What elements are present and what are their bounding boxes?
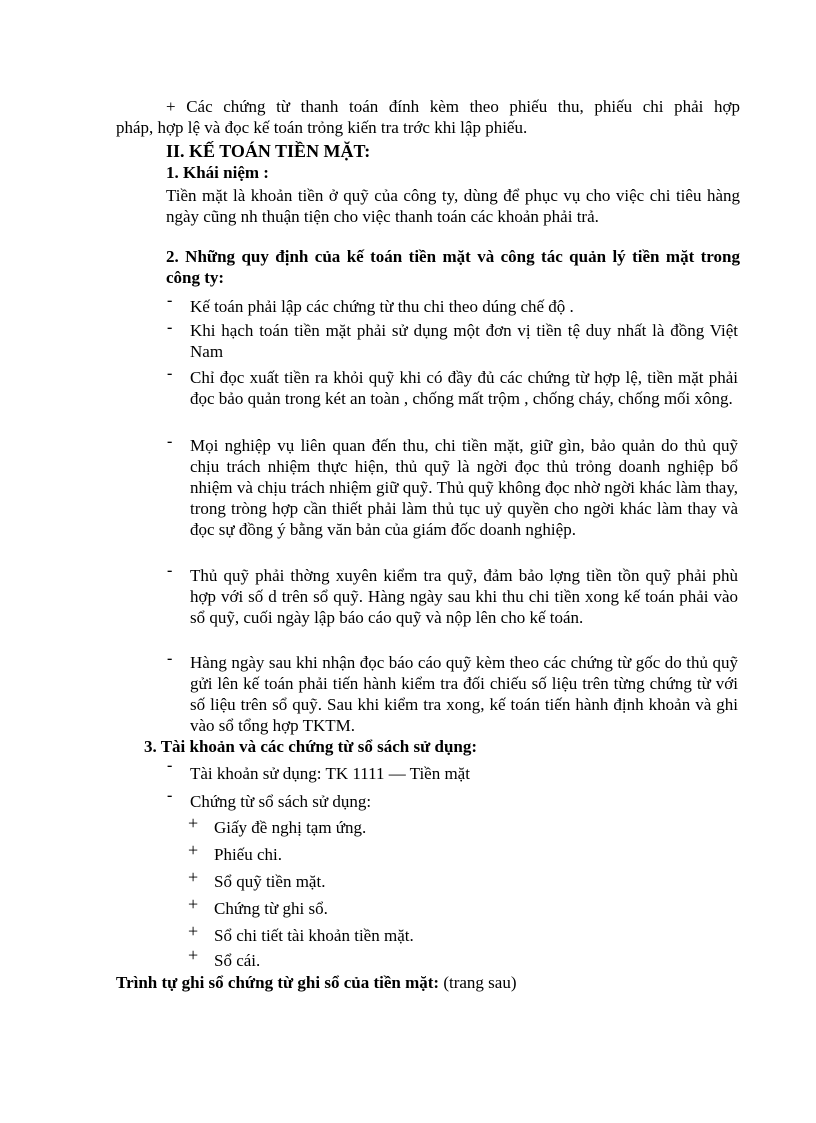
rule-item-4: Mọi nghiệp vụ liên quan đến thu, chi tiền mặt, giữ gìn, bảo quản do thủ quỹ chịu trách nhiệm thực hiện, thủ quỹ là ngời đọc thủ trỏng doanh nghiệp bổ nhiệm và chịu trách nhiệm giữ quỹ. Thủ quỹ không đọc nhờ ngời khác làm thay, trong tròng hợp cần thiết phải làm thủ tục uỷ quyền cho ngời khác làm thay và đọc sự đồng ý bằng văn bản của giám đốc doanh nghiệp. — [190, 436, 738, 539]
rule-item-2: Khi hạch toán tiền mặt phải sử dụng một đơn vị tiền tệ duy nhất là đồng Việt Nam — [190, 321, 738, 361]
plus-marker: + — [188, 840, 199, 860]
accounts-heading: 3. Tài khoản và các chứng từ sổ sách sử dụng: — [144, 737, 478, 756]
docs-line: Chứng từ sổ sách sử dụng: — [190, 792, 372, 811]
plus-marker: + — [188, 921, 199, 941]
account-line: Tài khoản sử dụng: TK 1111 — Tiền mặt — [190, 764, 470, 783]
intro-line-1: + Các chứng từ thanh toán đính kèm theo phiếu thu, phiếu chi phải hợp — [166, 97, 740, 116]
rule-marker: - — [167, 365, 173, 382]
rule-marker: - — [167, 650, 173, 667]
rule-marker: - — [167, 433, 173, 450]
rule-item-5: Thủ quỹ phải thờng xuyên kiểm tra quỹ, đảm bảo lợng tiền tồn quỹ phải phù hợp với số d trên sổ quỹ. Hàng ngày sau khi thu chi tiền xong kế toán phải vào sổ quỹ, cuối ngày lập báo cáo quỹ và nộp lên cho kế toán. — [190, 566, 738, 627]
rule-marker: - — [167, 292, 173, 309]
concept-text: Tiền mặt là khoản tiền ở quỹ của công ty, dùng để phục vụ cho việc chi tiêu hàng ngày cũng nh thuận tiện cho việc thanh toán các khoản phải trả. — [166, 186, 740, 226]
footer-bold: Trình tự ghi sổ chứng từ ghi sổ của tiền mặt: — [116, 973, 440, 992]
rule-marker: - — [167, 319, 173, 336]
doc-item-1: Giấy đề nghị tạm ứng. — [214, 818, 367, 837]
plus-marker: + — [188, 945, 199, 965]
rule-marker: - — [167, 562, 173, 579]
footer-normal: (trang sau) — [439, 973, 517, 992]
plus-marker: + — [188, 894, 199, 914]
doc-item-3: Sổ quỹ tiền mặt. — [214, 872, 326, 891]
rules-heading: 2. Những quy định của kế toán tiền mặt và công tác quản lý tiền mặt trong công ty: — [166, 247, 740, 287]
concept-heading: 1. Khái niệm : — [166, 163, 269, 182]
plus-marker: + — [188, 867, 199, 887]
rule-item-3: Chỉ đọc xuất tiền ra khỏi quỹ khi có đầy đủ các chứng từ hợp lệ, tiền mặt phải đọc bảo quản trong két an toàn , chống mất trộm , chống cháy, chống mối xông. — [190, 368, 738, 408]
rule-item-6: Hàng ngày sau khi nhận đọc báo cáo quỹ kèm theo các chứng từ gốc do thủ quỹ gửi lên kế toán phải tiến hành kiểm tra đối chiếu số liệu trên từng chứng từ với số liệu trên sổ quỹ. Sau khi kiểm tra xong, kế toán tiến hành định khoản và ghi vào sổ tổng hợp TKTM. — [190, 653, 738, 735]
accounts-marker: - — [167, 787, 173, 804]
doc-item-2: Phiếu chi. — [214, 845, 282, 864]
footer-line — [116, 972, 517, 993]
doc-item-5: Sổ chi tiết tài khoản tiền mặt. — [214, 926, 414, 945]
accounts-marker: - — [167, 757, 173, 774]
doc-item-4: Chứng từ ghi sổ. — [214, 899, 328, 918]
plus-marker: + — [188, 813, 199, 833]
intro-line-2: pháp, hợp lệ và đọc kế toán trỏng kiến tra trớc khi lập phiếu. — [116, 118, 528, 137]
section-title: II. KẾ TOÁN TIỀN MẶT: — [166, 141, 371, 161]
doc-item-6: Sổ cái. — [214, 951, 261, 970]
rule-item-1: Kế toán phải lập các chứng từ thu chi theo dúng chế độ . — [190, 297, 574, 316]
